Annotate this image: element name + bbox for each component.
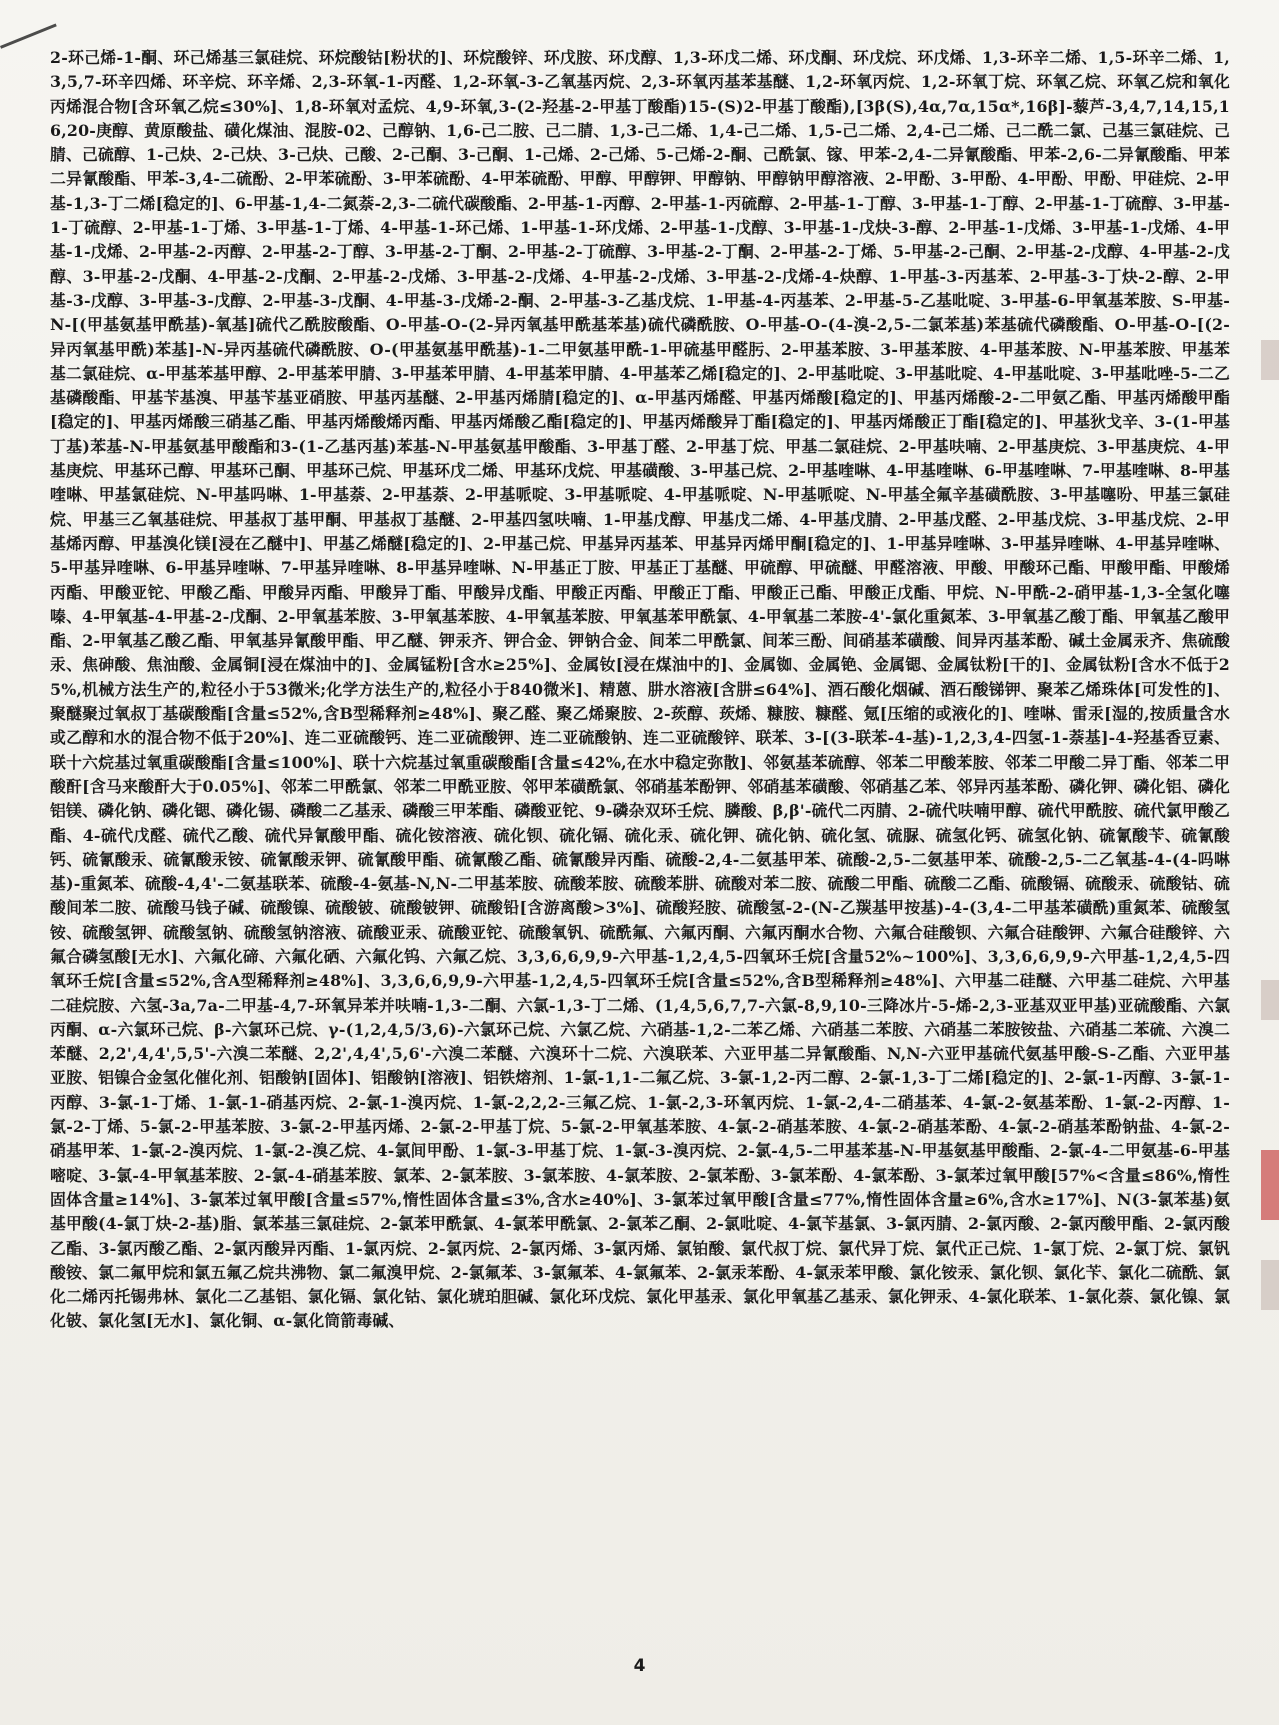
edge-mark [1261, 340, 1279, 380]
chemical-list-text: 2-环己烯-1-酮、环己烯基三氯硅烷、环烷酸钴[粉状的]、环烷酸锌、环戊胺、环戊醇、1,3-环戊二烯、环戊酮、环戊烷、环戊烯、1,3-环辛二烯、1,5-环辛二烯、1,3,5,7-环辛四烯、环辛烷、环辛烯、2,3-环氧-1-丙醛、1,2-环氧-3-乙氧基丙烷、2,3-环氧丙基苯基醚、1,2-环氧丙烷、1,2-环氧丁烷、环氧乙烷、环氧乙烷和氧化丙烯混合物[含环氧乙烷≤30%]、1,8-环氧对孟烷、4,9-环氧,3-(2-羟基-2-甲基丁酸酯)15-(S)2-甲基丁酸酯),[3β(S),4α,7α,15α*,16β]-藜芦-3,4,7,14,15,16,20-庚醇、黄原酸盐、磺化煤油、混胺-02、己醇钠、1,6-己二胺、己二腈、1,3-己二烯、1,4-己二烯、1,5-己二烯、2,4-己二烯、己二酰二氯、己基三氯硅烷、己腈、己硫醇、1-己炔、2-己炔、3-己炔、己酸、2-己酮、3-己酮、1-己烯、2-己烯、5-己烯-2-酮、己酰氯、镓、甲苯-2,4-二异氰酸酯、甲苯-2,6-二异氰酸酯、甲苯二异氰酸酯、甲苯-3,4-二硫酚、2-甲苯硫酚、3-甲苯硫酚、4-甲苯硫酚、甲醇、甲醇钾、甲醇钠、甲醇钠甲醇溶液、2-甲酚、3-甲酚、4-甲酚、甲酚、甲硅烷、2-甲基-1,3-丁二烯[稳定的]、6-甲基-1,4-二氮萘-2,3-二硫代碳酸酯、2-甲基-1-丙醇、2-甲基-1-丙硫醇、2-甲基-1-丁醇、3-甲基-1-丁醇、2-甲基-1-丁硫醇、3-甲基-1-丁硫醇、2-甲基-1-丁烯、3-甲基-1-丁烯、4-甲基-1-环己烯、1-甲基-1-环戊烯、2-甲基-1-戊醇、3-甲基-1-戊炔-3-醇、2-甲基-1-戊烯、3-甲基-1-戊烯、4-甲基-1-戊烯、2-甲基-2-丙醇、2-甲基-2-丁醇、3-甲基-2-丁酮、2-甲基-2-丁硫醇、3-甲基-2-丁酮、2-甲基-2-丁烯、5-甲基-2-己酮、2-甲基-2-戊醇、4-甲基-2-戊醇、3-甲基-2-戊酮、4-甲基-2-戊酮、2-甲基-2-戊烯、3-甲基-2-戊烯、4-甲基-2-戊烯、3-甲基-2-戊烯-4-炔醇、1-甲基-3-丙基苯、2-甲基-3-丁炔-2-醇、2-甲基-3-戊醇、3-甲基-3-戊醇、2-甲基-3-戊酮、4-甲基-3-戊烯-2-酮、2-甲基-3-乙基戊烷、1-甲基-4-丙基苯、2-甲基-5-乙基吡啶、3-甲基-6-甲氧基苯胺、S-甲基-N-[(甲基氨基甲酰基)-氧基]硫代乙酰胺酸酯、O-甲基-O-(2-异丙氧基甲酰基苯基)硫代磷酰胺、O-甲基-O-(4-溴-2,5-二氯苯基)苯基硫代磷酸酯、O-甲基-O-[(2-异丙氧基甲酰)苯基]-N-异丙基硫代磷酰胺、O-(甲基氨基甲酰基)-1-二甲氨基甲酰-1-甲硫基甲醛肟、2-甲基苯胺、3-甲基苯胺、4-甲基苯胺、N-甲基苯胺、甲基苯基二氯硅烷、α-甲基苯基甲醇、2-甲基苯甲腈、3-甲基苯甲腈、4-甲基苯甲腈、4-甲基苯乙烯[稳定的]、2-甲基吡啶、3-甲基吡啶、4-甲基吡啶、3-甲基吡唑-5-二乙基磷酸酯、甲基苄基溴、甲基苄基亚硝胺、甲基丙基醚、2-甲基丙烯腈[稳定的]、α-甲基丙烯醛、甲基丙烯酸[稳定的]、甲基丙烯酸-2-二甲氨乙酯、甲基丙烯酸甲酯[稳定的]、甲基丙烯酸三硝基乙酯、甲基丙烯酸烯丙酯、甲基丙烯酸乙酯[稳定的]、甲基丙烯酸异丁酯[稳定的]、甲基丙烯酸正丁酯[稳定的]、甲基狄戈辛、3-(1-甲基丁基)苯基-N-甲基氨基甲酸酯和3-(1-乙基丙基)苯基-N-甲基氨基甲酸酯、3-甲基丁醛、2-甲基丁烷、甲基二氯硅烷、2-甲基呋喃、2-甲基庚烷、3-甲基庚烷、4-甲基庚烷、甲基环己醇、甲基环己酮、甲基环己烷、甲基环戊二烯、甲基环戊烷、甲基磺酸、3-甲基己烷、2-甲基喹啉、4-甲基喹啉、6-甲基喹啉、7-甲基喹啉、8-甲基喹啉、甲基氯硅烷、N-甲基吗啉、1-甲基萘、2-甲基萘、2-甲基哌啶、3-甲基哌啶、4-甲基哌啶、N-甲基哌啶、N-甲基全氟辛基磺酰胺、3-甲基噻吩、甲基三氯硅烷、甲基三乙氧基硅烷、甲基叔丁基甲酮、甲基叔丁基醚、2-甲基四氢呋喃、1-甲基戊醇、甲基戊二烯、4-甲基戊腈、2-甲基戊醛、2-甲基戊烷、3-甲基戊烷、2-甲基烯丙醇、甲基溴化镁[浸在乙醚中]、甲基乙烯醚[稳定的]、2-甲基己烷、甲基异丙基苯、甲基异丙烯甲酮[稳定的]、1-甲基异喹啉、3-甲基异喹啉、4-甲基异喹啉、5-甲基异喹啉、6-甲基异喹啉、7-甲基异喹啉、8-甲基异喹啉、N-甲基正丁胺、甲基正丁基醚、甲硫醇、甲硫醚、甲醛溶液、甲酸、甲酸环己酯、甲酸甲酯、甲酸烯丙酯、甲酸亚铊、甲酸乙酯、甲酸异丙酯、甲酸异丁酯、甲酸异戊酯、甲酸正丙酯、甲酸正丁酯、甲酸正己酯、甲酸正戊酯、甲烷、N-甲酰-2-硝甲基-1,3-全氢化噻嗪、4-甲氧基-4-甲基-2-戊酮、2-甲氧基苯胺、3-甲氧基苯胺、4-甲氧基苯胺、甲氧基苯甲酰氯、4-甲氧基二苯胺-4'-氯化重氮苯、3-甲氧基乙酸丁酯、甲氧基乙酸甲酯、2-甲氧基乙酸乙酯、甲氧基异氰酸甲酯、甲乙醚、钾汞齐、钾合金、钾钠合金、间苯二甲酰氯、间苯三酚、间硝基苯磺酸、间异丙基苯酚、碱土金属汞齐、焦硫酸汞、焦砷酸、焦油酸、金属铜[浸在煤油中的]、金属锰粉[含水≥25%]、金属钕[浸在煤油中的]、金属铷、金属铯、金属锶、金属钛粉[干的]、金属钛粉[含水不低于25%,机械方法生产的,粒径小于53微米;化学方法生产的,粒径小于840微米]、精蒽、肼水溶液[含肼≤64%]、酒石酸化烟碱、酒石酸锑钾、聚苯乙烯珠体[可发性的]、聚醚聚过氧叔丁基碳酸酯[含量≤52%,含B型稀释剂≥48%]、聚乙醛、聚乙烯聚胺、2-莰醇、莰烯、糠胺、糠醛、氪[压缩的或液化的]、喹啉、雷汞[湿的,按质量含水或乙醇和水的混合物不低于20%]、连二亚硫酸钙、连二亚硫酸钾、连二亚硫酸钠、连二亚硫酸锌、联苯、3-[(3-联苯-4-基)-1,2,3,4-四氢-1-萘基]-4-羟基香豆素、联十六烷基过氧重碳酸酯[含量≤100%]、联十六烷基过氧重碳酸酯[含量≤42%,在水中稳定弥散]、邻氨基苯硫醇、邻苯二甲酸苯胺、邻苯二甲酸二异丁酯、邻苯二甲酸酐[含马来酸酐大于0.05%]、邻苯二甲酰氯、邻苯二甲酰亚胺、邻甲苯磺酰氯、邻硝基苯酚钾、邻硝基苯磺酸、邻硝基乙苯、邻异丙基苯酚、磷化钾、磷化铝、磷化铝镁、磷化钠、磷化锶、磷化锡、磷酸二乙基汞、磷酸三甲苯酯、磷酸亚铊、9-磷杂双环壬烷、膦酸、β,β'-硫代二丙腈、2-硫代呋喃甲醇、硫代甲酰胺、硫代氯甲酸乙酯、4-硫代戊醛、硫代乙酸、硫代异氰酸甲酯、硫化铵溶液、硫化钡、硫化镉、硫化汞、硫化钾、硫化钠、硫化氢、硫脲、硫氢化钙、硫氢化钠、硫氰酸苄、硫氰酸钙、硫氰酸汞、硫氰酸汞铵、硫氰酸汞钾、硫氰酸甲酯、硫氰酸乙酯、硫氰酸异丙酯、硫酸-2,4-二氨基甲苯、硫酸-2,5-二氨基甲苯、硫酸-2,5-二乙氧基-4-(4-吗啉基)-重氮苯、硫酸-4,4'-二氨基联苯、硫酸-4-氨基-N,N-二甲基苯胺、硫酸苯胺、硫酸苯肼、硫酸对苯二胺、硫酸二甲酯、硫酸二乙酯、硫酸镉、硫酸汞、硫酸钴、硫酸间苯二胺、硫酸马钱子碱、硫酸镍、硫酸铍、硫酸铍钾、硫酸铅[含游离酸>3%]、硫酸羟胺、硫酸氢-2-(N-乙羰基甲按基)-4-(3,4-二甲基苯磺酰)重氮苯、硫酸氢铵、硫酸氢钾、硫酸氢钠、硫酸氢钠溶液、硫酸亚汞、硫酸亚铊、硫酸氧钒、硫酰氟、六氟丙酮、六氟丙酮水合物、六氟合硅酸钡、六氟合硅酸钾、六氟合硅酸锌、六氟合磷氢酸[无水]、六氟化碲、六氟化硒、六氟化钨、六氟乙烷、3,3,6,6,9,9-六甲基-1,2,4,5-四氧环壬烷[含量52%~100%]、3,3,6,6,9,9-六甲基-1,2,4,5-四氧环壬烷[含量≤52%,含A型稀释剂≥48%]、3,3,6,6,9,9-六甲基-1,2,4,5-四氧环壬烷[含量≤52%,含B型稀释剂≥48%]、六甲基二硅醚、六甲基二硅烷、六甲基二硅烷胺、六氢-3a,7a-二甲基-4,7-环氧异苯并呋喃-1,3-二酮、六氯-1,3-丁二烯、(1,4,5,6,7,7-六氯-8,9,10-三降冰片-5-烯-2,3-亚基双亚甲基)亚硫酸酯、六氯丙酮、α-六氯环己烷、β-六氯环己烷、γ-(1,2,4,5/3,6)-六氯环己烷、六氯乙烷、六硝基-1,2-二苯乙烯、六硝基二苯胺、六硝基二苯胺铵盐、六硝基二苯硫、六溴二苯醚、2,2',4,4',5,5'-六溴二苯醚、2,2',4,4',5,6'-六溴二苯醚、六溴环十二烷、六溴联苯、六亚甲基二异氰酸酯、N,N-六亚甲基硫代氨基甲酸-S-乙酯、六亚甲基亚胺、铝镍合金氢化催化剂、铝酸钠[固体]、铝酸钠[溶液]、铝铁熔剂、1-氯-1,1-二氟乙烷、3-氯-1,2-丙二醇、2-氯-1,3-丁二烯[稳定的]、2-氯-1-丙醇、3-氯-1-丙醇、3-氯-1-丁烯、1-氯-1-硝基丙烷、2-氯-1-溴丙烷、1-氯-2,2,2-三氟乙烷、1-氯-2,3-环氧丙烷、1-氯-2,4-二硝基苯、4-氯-2-氨基苯酚、1-氯-2-丙醇、1-氯-2-丁烯、5-氯-2-甲基苯胺、3-氯-2-甲基丙烯、2-氯-2-甲基丁烷、5-氯-2-甲氧基苯胺、4-氯-2-硝基苯胺、4-氯-2-硝基苯酚、4-氯-2-硝基苯酚钠盐、4-氯-2-硝基甲苯、1-氯-2-溴丙烷、1-氯-2-溴乙烷、4-氯间甲酚、1-氯-3-甲基丁烷、1-氯-3-溴丙烷、2-氯-4,5-二甲基苯基-N-甲基氨基甲酸酯、2-氯-4-二甲氨基-6-甲基嘧啶、3-氯-4-甲氧基苯胺、2-氯-4-硝基苯胺、氯苯、2-氯苯胺、3-氯苯胺、4-氯苯胺、2-氯苯酚、3-氯苯酚、4-氯苯酚、3-氯苯过氧甲酸[57%<含量≤86%,惰性固体含量≥14%]、3-氯苯过氧甲酸[含量≤57%,惰性固体含量≤3%,含水≥40%]、3-氯苯过氧甲酸[含量≤77%,惰性固体含量≥6%,含水≥17%]、N(3-氯苯基)氨基甲酸(4-氯丁炔-2-基)脂、氯苯基三氯硅烷、2-氯苯甲酰氯、4-氯苯甲酰氯、2-氯苯乙酮、2-氯吡啶、4-氯苄基氯、3-氯丙腈、2-氯丙酸、2-氯丙酸甲酯、2-氯丙酸乙酯、3-氯丙酸乙酯、2-氯丙酸异丙酯、1-氯丙烷、2-氯丙烷、2-氯丙烯、3-氯丙烯、氯铂酸、氯代叔丁烷、氯代异丁烷、氯代正己烷、1-氯丁烷、2-氯丁烷、氯钒酸铵、氯二氟甲烷和氯五氟乙烷共沸物、氯二氟溴甲烷、2-氯氟苯、3-氯氟苯、4-氯氟苯、2-氯汞苯酚、4-氯汞苯甲酸、氯化铵汞、氯化钡、氯化苄、氯化二硫酰、氯化二烯丙托锡弗林、氯化二乙基铝、氯化镉、氯化钴、氯化琥珀胆碱、氯化环戊烷、氯化甲基汞、氯化甲氧基乙基汞、氯化钾汞、4-氯化联苯、1-氯化萘、氯化镍、氯化铍、氯化氢[无水]、氯化铜、α-氯化筒箭毒碱、 [50, 48, 1230, 1331]
edge-mark [1261, 1150, 1279, 1220]
page-number: 4 [633, 1656, 646, 1676]
edge-mark [1261, 980, 1279, 1020]
edge-mark [1261, 1260, 1279, 1310]
